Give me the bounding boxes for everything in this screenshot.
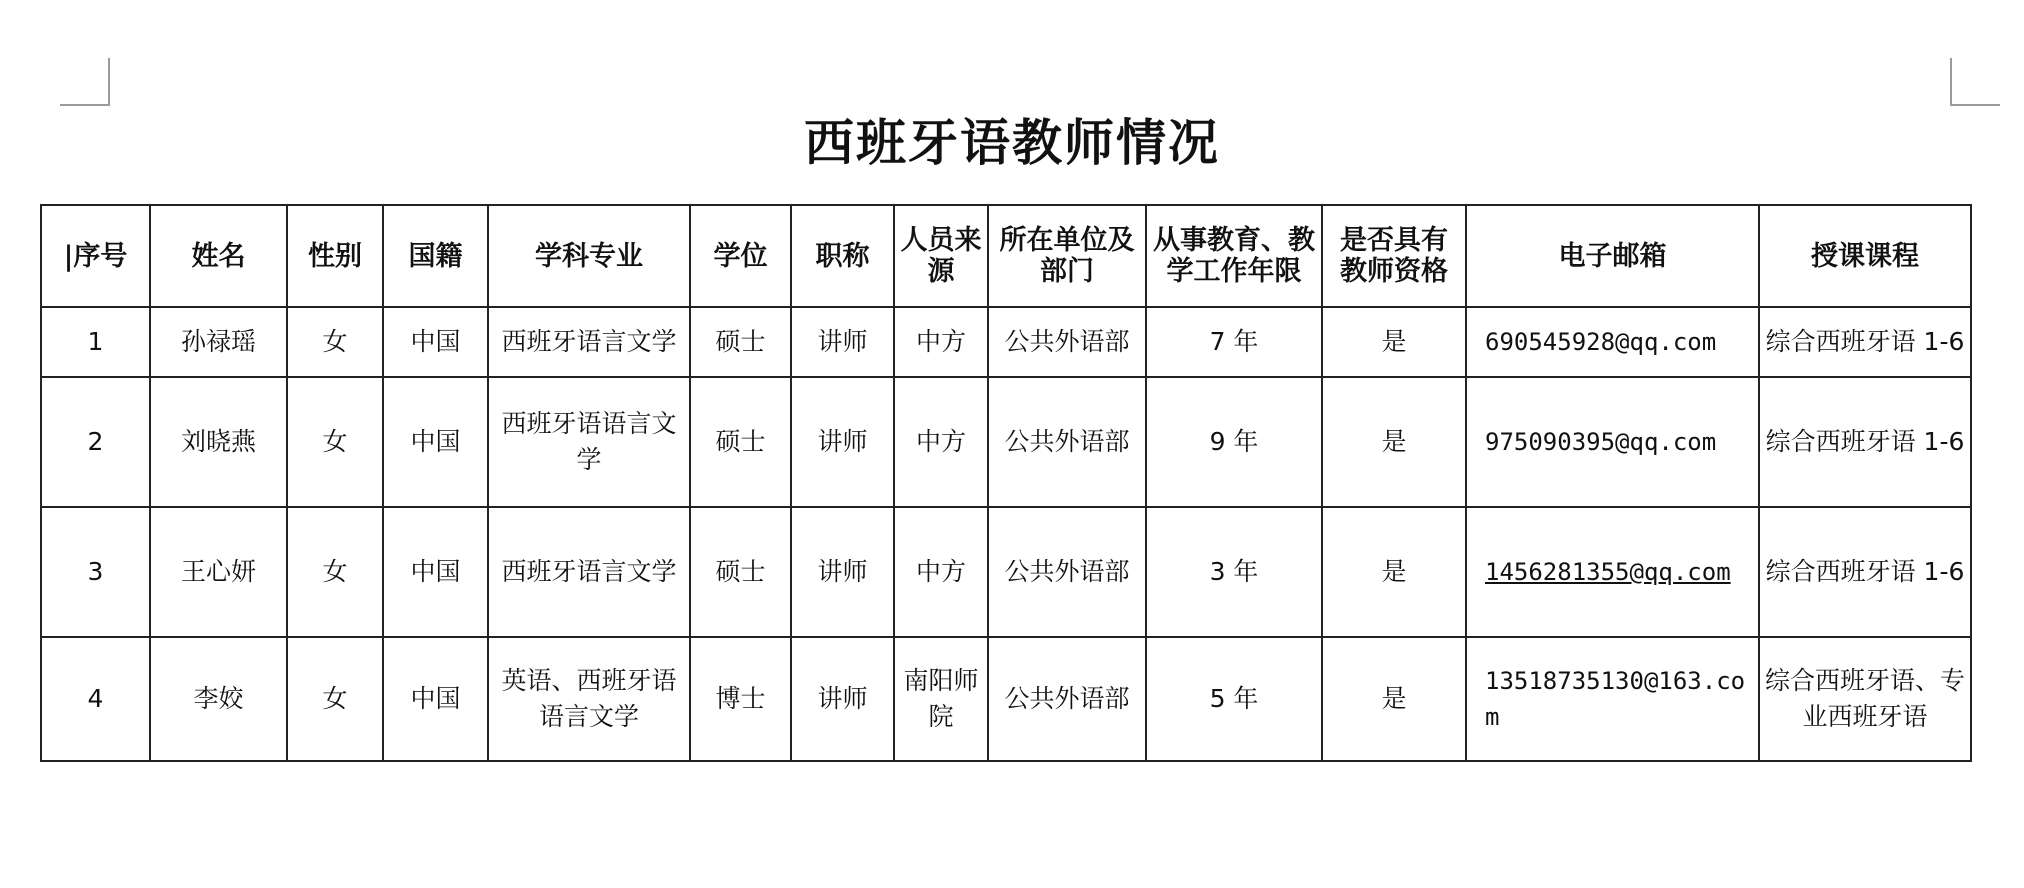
cell-source: 中方 [894, 307, 988, 377]
cell-title: 讲师 [791, 637, 894, 761]
cell-nationality: 中国 [383, 307, 488, 377]
header-cell-courses: 授课课程 [1759, 205, 1971, 307]
cell-name: 王心妍 [150, 507, 287, 637]
cell-years: 7 年 [1146, 307, 1322, 377]
cell-department: 公共外语部 [988, 307, 1146, 377]
cell-source: 中方 [894, 507, 988, 637]
cell-gender: 女 [287, 377, 383, 507]
cell-courses: 综合西班牙语、专业西班牙语 [1759, 637, 1971, 761]
cell-email: 13518735130@163.com [1466, 637, 1759, 761]
table-row [41, 307, 1971, 377]
cell-index: 1 [41, 307, 150, 377]
header-cell-department: 所在单位及部门 [988, 205, 1146, 307]
header-cell-name: 姓名 [150, 205, 287, 307]
cell-title: 讲师 [791, 377, 894, 507]
table-row [41, 637, 1971, 761]
header-cell-degree: 学位 [690, 205, 791, 307]
cell-qualification: 是 [1322, 307, 1466, 377]
table-header-row [41, 205, 1971, 307]
cell-email-link[interactable]: 1456281355@qq.com [1466, 507, 1759, 637]
cell-years: 3 年 [1146, 507, 1322, 637]
cell-nationality: 中国 [383, 507, 488, 637]
cell-name: 刘晓燕 [150, 377, 287, 507]
header-cell-gender: 性别 [287, 205, 383, 307]
cell-gender: 女 [287, 307, 383, 377]
cell-years: 5 年 [1146, 637, 1322, 761]
cell-gender: 女 [287, 637, 383, 761]
cell-degree: 硕士 [690, 377, 791, 507]
cell-title: 讲师 [791, 507, 894, 637]
document-title: 西班牙语教师情况 [804, 113, 1220, 172]
cell-qualification: 是 [1322, 637, 1466, 761]
cell-title: 讲师 [791, 307, 894, 377]
cell-qualification: 是 [1322, 507, 1466, 637]
header-cell-email: 电子邮箱 [1466, 205, 1759, 307]
cell-degree: 博士 [690, 637, 791, 761]
cell-qualification: 是 [1322, 377, 1466, 507]
header-cell-index: |序号 [41, 205, 150, 307]
cell-courses: 综合西班牙语 1-6 [1759, 507, 1971, 637]
page-corner-mark-top-right [1950, 58, 2000, 106]
cell-major: 英语、西班牙语语言文学 [488, 637, 690, 761]
teacher-table [40, 204, 1972, 762]
cell-major: 西班牙语语言文学 [488, 377, 690, 507]
cell-name: 李姣 [150, 637, 287, 761]
cell-index: 2 [41, 377, 150, 507]
cell-source: 中方 [894, 377, 988, 507]
cell-source: 南阳师院 [894, 637, 988, 761]
cell-major: 西班牙语言文学 [488, 507, 690, 637]
cell-nationality: 中国 [383, 377, 488, 507]
cell-courses: 综合西班牙语 1-6 [1759, 307, 1971, 377]
table-row [41, 377, 1971, 507]
cell-department: 公共外语部 [988, 377, 1146, 507]
cell-email: 690545928@qq.com [1466, 307, 1759, 377]
cell-email: 975090395@qq.com [1466, 377, 1759, 507]
header-cell-title: 职称 [791, 205, 894, 307]
cell-index: 3 [41, 507, 150, 637]
table-row [41, 507, 1971, 637]
cell-department: 公共外语部 [988, 637, 1146, 761]
cell-name: 孙禄瑶 [150, 307, 287, 377]
header-cell-major: 学科专业 [488, 205, 690, 307]
cell-gender: 女 [287, 507, 383, 637]
header-cell-source: 人员来源 [894, 205, 988, 307]
cell-major: 西班牙语言文学 [488, 307, 690, 377]
header-cell-qualification: 是否具有教师资格 [1322, 205, 1466, 307]
cell-index: 4 [41, 637, 150, 761]
cell-nationality: 中国 [383, 637, 488, 761]
cell-degree: 硕士 [690, 507, 791, 637]
header-cell-years: 从事教育、教学工作年限 [1146, 205, 1322, 307]
header-cell-nationality: 国籍 [383, 205, 488, 307]
cell-department: 公共外语部 [988, 507, 1146, 637]
page-corner-mark-top-left [60, 58, 110, 106]
cell-degree: 硕士 [690, 307, 791, 377]
cell-years: 9 年 [1146, 377, 1322, 507]
cell-courses: 综合西班牙语 1-6 [1759, 377, 1971, 507]
